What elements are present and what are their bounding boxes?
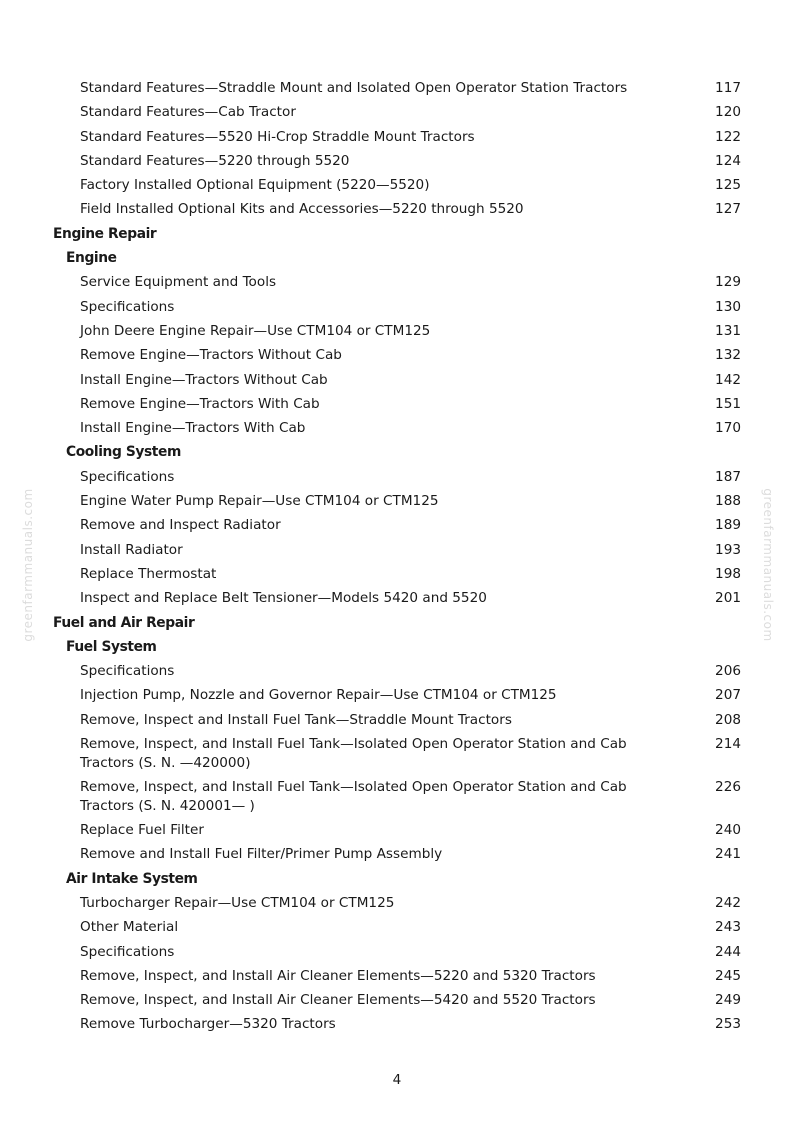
toc-entry-page: 201 (715, 590, 741, 607)
toc-entry[interactable] (0, 465, 794, 489)
toc-section-heading (0, 222, 794, 246)
toc-entry-title: Fuel and Air Repair (53, 614, 195, 631)
toc-entry-title: Specifications (80, 468, 175, 485)
toc-entry[interactable] (0, 489, 794, 513)
toc-entry[interactable] (0, 538, 794, 562)
toc-entry[interactable] (0, 562, 794, 586)
toc-entry[interactable] (0, 891, 794, 915)
toc-section-heading (0, 611, 794, 635)
toc-entry-title: Specifications (80, 298, 175, 315)
toc-entry-title: Standard Features—Straddle Mount and Isolated Open Operator Station Tractors (80, 80, 628, 96)
toc-entry-page: 198 (715, 565, 741, 582)
toc-entry[interactable] (0, 818, 794, 842)
toc-entry-page: 240 (715, 822, 741, 839)
toc-entry-title: Specifications (80, 943, 175, 960)
toc-entry[interactable] (0, 197, 794, 221)
toc-entry-title: Install Engine—Tractors With Cab (80, 420, 306, 437)
toc-entry[interactable] (0, 1012, 794, 1036)
toc-entry-page: 125 (715, 177, 741, 194)
toc-entry-title: Inspect and Replace Belt Tensioner—Models 5420 and 5520 (80, 590, 487, 607)
toc-entry-page: 253 (715, 1016, 741, 1033)
toc-entry-page: 244 (715, 943, 741, 960)
toc-entry-title: Remove Engine—Tractors With Cab (80, 395, 320, 412)
toc-entry[interactable] (0, 368, 794, 392)
toc-entry-page: 117 (715, 80, 741, 96)
toc-entry-title: Cooling System (66, 444, 181, 461)
toc-entry[interactable] (0, 100, 794, 124)
toc-entry-title: Fuel System (66, 638, 157, 655)
toc-entry[interactable] (0, 940, 794, 964)
toc-entry-page: 170 (715, 420, 741, 437)
toc-entry[interactable] (0, 416, 794, 440)
toc-entry-title: John Deere Engine Repair—Use CTM104 or CTM125 (80, 322, 431, 339)
toc-entry[interactable] (0, 915, 794, 939)
toc-entry[interactable] (0, 319, 794, 343)
toc-entry[interactable] (0, 125, 794, 149)
toc-entry-title: Remove Turbocharger—5320 Tractors (80, 1016, 336, 1033)
toc-entry-title: Factory Installed Optional Equipment (5220—5520) (80, 177, 430, 194)
toc-entry-page: 188 (715, 493, 741, 510)
toc-entry[interactable] (0, 775, 794, 818)
toc-entry-title: Remove, Inspect and Install Fuel Tank—Straddle Mount Tractors (80, 711, 512, 728)
toc-entry[interactable] (0, 708, 794, 732)
toc-entry-title: Other Material (80, 919, 179, 936)
toc-entry-page: 241 (715, 846, 741, 863)
toc-entry-title: Remove and Inspect Radiator (80, 517, 281, 534)
toc-entry-page: 142 (715, 371, 741, 388)
toc-entry-title: Standard Features—5220 through 5520 (80, 152, 350, 169)
toc-entry[interactable] (0, 988, 794, 1012)
toc-entry-title: Remove, Inspect, and Install Air Cleaner Elements—5420 and 5520 Tractors (80, 992, 596, 1009)
toc-entry[interactable] (0, 343, 794, 367)
toc-entry-title: Replace Thermostat (80, 565, 217, 582)
toc-entry[interactable] (0, 392, 794, 416)
toc-entry-title: Injection Pump, Nozzle and Governor Repair—Use CTM104 or CTM125 (80, 687, 557, 704)
toc-entry-title: Field Installed Optional Kits and Accessories—5220 through 5520 (80, 201, 524, 218)
toc-entry-page: 187 (715, 468, 741, 485)
toc-entry-page: 242 (715, 894, 741, 911)
toc-entry-title: Remove, Inspect, and Install Air Cleaner Elements—5220 and 5320 Tractors (80, 967, 596, 984)
toc-entry[interactable] (0, 149, 794, 173)
toc-entry-title: Install Engine—Tractors Without Cab (80, 371, 328, 388)
toc-entry-page: 214 (715, 736, 741, 753)
toc-entry[interactable] (0, 76, 794, 100)
toc-entry-page: 127 (715, 201, 741, 218)
toc-entry-page: 207 (715, 687, 741, 704)
toc-entry[interactable] (0, 964, 794, 988)
toc-subsection-heading (0, 440, 794, 464)
toc-entry-page: 132 (715, 347, 741, 364)
toc-entry-page: 124 (715, 152, 741, 169)
toc-entry-page: 130 (715, 298, 741, 315)
toc-entry[interactable] (0, 513, 794, 537)
toc-entry-title: Engine Water Pump Repair—Use CTM104 or CTM125 (80, 493, 439, 510)
toc-subsection-heading (0, 867, 794, 891)
toc-entry[interactable] (0, 842, 794, 866)
toc-entry-page: 243 (715, 919, 741, 936)
toc-subsection-heading (0, 635, 794, 659)
toc-entry-title: Engine (66, 250, 117, 267)
watermark-right: greenfarmmanuals.com (761, 488, 775, 642)
table-of-contents (0, 76, 794, 1037)
toc-entry[interactable] (0, 659, 794, 683)
toc-entry-page: 151 (715, 395, 741, 412)
toc-entry-title: Remove Engine—Tractors Without Cab (80, 347, 342, 364)
toc-entry-page: 193 (715, 541, 741, 558)
toc-entry[interactable] (0, 683, 794, 707)
toc-entry-title: Remove, Inspect, and Install Fuel Tank—Isolated Open Operator Station and Cab Tractors (S. N. —420000) (80, 736, 627, 772)
toc-entry-page: 208 (715, 711, 741, 728)
toc-entry-page: 129 (715, 274, 741, 291)
toc-entry-title: Replace Fuel Filter (80, 822, 204, 839)
toc-entry[interactable] (0, 295, 794, 319)
toc-entry[interactable] (0, 732, 794, 775)
toc-entry-title: Engine Repair (53, 225, 157, 242)
toc-entry-title: Standard Features—5520 Hi-Crop Straddle Mount Tractors (80, 128, 475, 145)
toc-entry-page: 131 (715, 322, 741, 339)
toc-entry-page: 249 (715, 992, 741, 1009)
toc-entry-page: 206 (715, 663, 741, 680)
toc-entry-title: Air Intake System (66, 870, 198, 887)
toc-entry-title: Standard Features—Cab Tractor (80, 104, 296, 121)
toc-entry[interactable] (0, 173, 794, 197)
toc-entry-title: Remove and Install Fuel Filter/Primer Pump Assembly (80, 846, 443, 863)
toc-entry-page: 245 (715, 967, 741, 984)
toc-entry-page: 189 (715, 517, 741, 534)
toc-entry[interactable] (0, 586, 794, 610)
toc-subsection-heading (0, 246, 794, 270)
toc-entry-title: Turbocharger Repair—Use CTM104 or CTM125 (80, 894, 395, 911)
toc-entry-page: 120 (715, 104, 741, 121)
toc-entry-page: 226 (715, 779, 741, 796)
toc-entry-title: Service Equipment and Tools (80, 274, 277, 291)
toc-entry[interactable] (0, 270, 794, 294)
toc-entry-title: Install Radiator (80, 541, 183, 558)
toc-entry-title: Remove, Inspect, and Install Fuel Tank—Isolated Open Operator Station and Cab Tractors (S. N. 420001— ) (80, 779, 627, 815)
toc-entry-page: 122 (715, 128, 741, 145)
watermark-left: greenfarmmanuals.com (21, 488, 35, 642)
toc-entry-title: Specifications (80, 663, 175, 680)
page-number: 4 (392, 1072, 402, 1088)
